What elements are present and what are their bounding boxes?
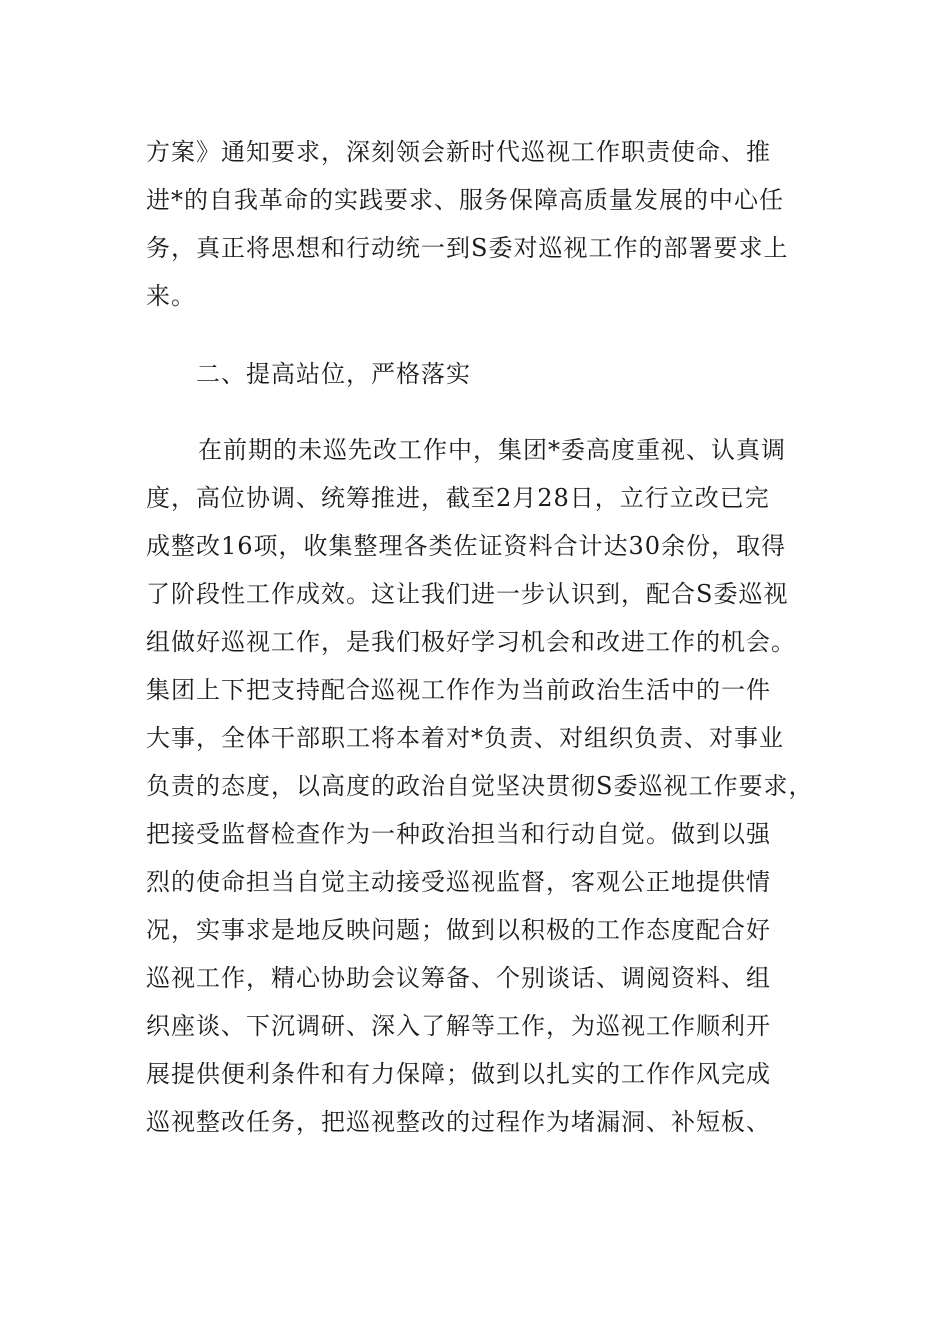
text-line: 方案》通知要求，深刻领会新时代巡视工作职责使命、推 (146, 138, 771, 166)
text-line: 巡视整改任务，把巡视整改的过程作为堵漏洞、补短板、 (146, 1108, 771, 1136)
paragraph-gap (146, 398, 826, 426)
text-line: 巡视工作，精心协助会议筹备、个别谈话、调阅资料、组 (146, 964, 771, 992)
text-line: 大事，全体干部职工将本着对*负责、对组织负责、对事业 (146, 724, 784, 752)
text-line: 展提供便利条件和有力保障；做到以扎实的工作作风完成 (146, 1060, 771, 1088)
text-line: 度，高位协调、统筹推进，截至2月28日，立行立改已完 (146, 484, 770, 512)
text-line: 把接受监督检查作为一种政治担当和行动自觉。做到以强 (146, 820, 771, 848)
text-line: 在前期的未巡先改工作中，集团*委高度重视、认真调 (198, 436, 786, 464)
text-line: 织座谈、下沉调研、深入了解等工作，为巡视工作顺利开 (146, 1012, 771, 1040)
text-line: 烈的使命担当自觉主动接受巡视监督，客观公正地提供情 (146, 868, 771, 896)
section-heading: 二、提高站位，严格落实 (196, 360, 471, 388)
text-line: 组做好巡视工作，是我们极好学习机会和改进工作的机会。 (146, 628, 796, 656)
paragraph-2 (146, 426, 826, 1146)
text-line: 务，真正将思想和行动统一到S委对巡视工作的部署要求上 (146, 234, 789, 262)
text-line: 况，实事求是地反映问题；做到以积极的工作态度配合好 (146, 916, 771, 944)
text-line: 负责的态度，以高度的政治自觉坚决贯彻S委巡视工作要求， (146, 772, 814, 800)
paragraph-1 (146, 128, 826, 320)
paragraph-gap (146, 320, 826, 350)
text-line: 成整改16项，收集整理各类佐证资料合计达30余份，取得 (146, 532, 787, 560)
text-line: 来。 (146, 282, 196, 310)
document-body (146, 128, 826, 1146)
text-line: 了阶段性工作成效。这让我们进一步认识到，配合S委巡视 (146, 580, 789, 608)
text-line: 集团上下把支持配合巡视工作作为当前政治生活中的一件 (146, 676, 771, 704)
text-line: 进*的自我革命的实践要求、服务保障高质量发展的中心任 (146, 186, 784, 214)
